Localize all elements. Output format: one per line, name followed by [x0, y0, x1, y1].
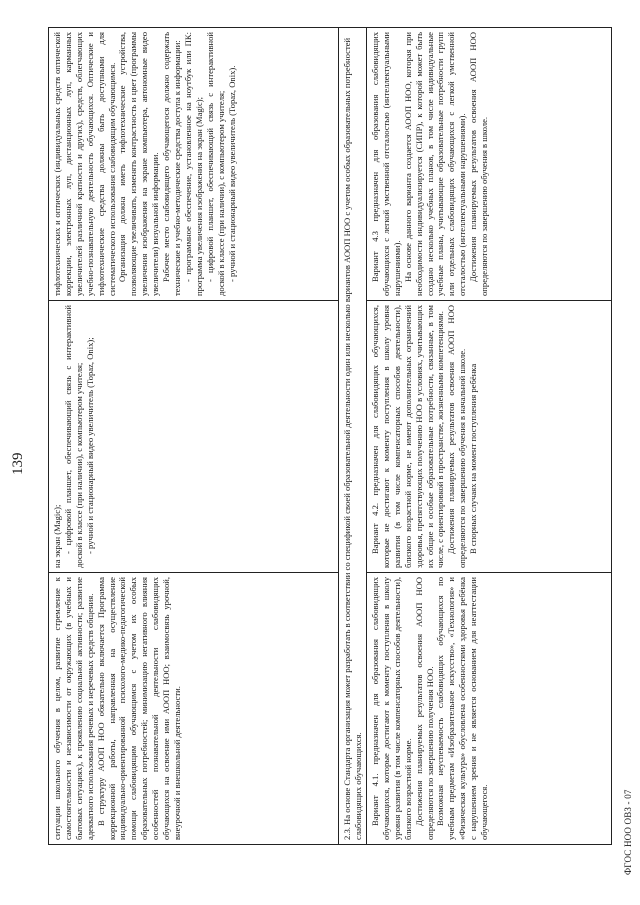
cell-variant-4-3 — [367, 28, 611, 300]
paragraph: Вариант 4.2. предназначен для слабовидящих обучающихся, которые не достигают к моменту поступления в школу уровня развития (в том числе компенсаторных способов деятельности), близкого возрастной норме, не имеют дополнительных ограничений здоровья, препятствующих получению НОО в условиях, учитывающих их общие и особые образовательные потребности, связанные, в том числе, с ориентировкой в пространстве, жизненными компетенциями. — [370, 305, 446, 568]
paragraph: Вариант 4.1. предназначен для образования слабовидящих обучающихся, которые достигают к моменту поступления в школу уровня развития (в том числе компенсаторных способов деятельности), близкого возрастной норме. — [370, 577, 413, 840]
paragraph: ситуации школьного обучения в целом, развитие стремление к самостоятельности и независимости от окружающих (в учебных и бытовых ситуациях), к проявлению социальной активности; развитие адекватного использования речевых и неречевых средств общения. — [52, 577, 95, 840]
paragraph: Достижения планируемых результатов освоения АООП НОО определяются по завершению обучения в начальной школе. — [446, 305, 468, 568]
paragraph: - цифровой планшет, обеспечивающий связь с интерактивной доской в классе (при наличии), с компьютером учителя; — [62, 305, 84, 568]
cell-top-col3 — [49, 28, 338, 300]
paragraph: В спорных случаях на момент поступления ребёнка — [468, 363, 479, 554]
table-row-bottom — [367, 28, 611, 844]
paragraph: - ручной и стационарный видео увеличитель (Topaz, Onix); — [84, 337, 95, 554]
cell-top-col1 — [49, 572, 338, 844]
paragraph: Организация должна иметь тифлотехнические устройства, позволяющие увеличивать, изменять контрастность и цвет (программы увеличения изображения на экране компьютера, автономные видео увеличители) визуальной информации. — [117, 32, 161, 296]
paragraph: Вариант 4.3 предназначен для образования слабовидящих обучающихся с легкой умственной отсталостью (интеллектуальными нарушениями). — [370, 32, 402, 296]
paragraph: - программное обеспечение, установленное на ноутбук или ПК: программа увеличения изображения на экран (Magic); — [182, 32, 204, 296]
standards-table — [48, 27, 612, 845]
paragraph: - цифровой планшет, обеспечивающий связь с интерактивной доской в классе (при наличии), с компьютером учителя; — [204, 32, 226, 296]
paragraph: - ручной и стационарный видео увеличитель (Topaz, Onix). — [226, 65, 237, 282]
paragraph: В структуру АООП НОО обязательно включается Программа коррекционной работы, направленная на осуществление индивидуально-ориентированной психолого-медико-педагогической помощи слабовидящим обучающимся с учетом их особых образовательных потребностей; минимизацию негативного влияния особенностей познавательной деятельности слабовидящих обучающихся на освоение ими АООП НОО; взаимосвязь урочной, внеурочной и внешкольной деятельности. — [95, 577, 182, 840]
section-heading-row: 2.3. На основе Стандарта организация может разработать в соответствии со спецификой своей образовательной деятельности один или несколько вариантов АООП НОО с учетом особых образовательных потребностей слабовидящих обучающихся. — [339, 28, 367, 844]
paragraph: тифлотехнических и оптических (индивидуальных средств оптической коррекции, электронных луп, дистанционных луп, карманных увеличителей различной кратности и других), средств, облегчающих учебно-познавательную деятельность обучающихся. Оптические и тифлотехнические средства должны быть доступными для систематического использования слабовидящим обучающимся. — [52, 32, 117, 296]
cell-variant-4-2 — [367, 300, 611, 572]
table-row-top — [49, 28, 339, 844]
page-number: 139 — [10, 452, 26, 475]
paragraph: На основе данного варианта создается АООП НОО, которая при необходимости индивидуализируется (СИПР), к которой может быть создано несколько учебных планов, в том числе индивидуальные учебные планы, учитывающие образовательные потребности групп или отдельных слабовидящих обучающихся с легкой умственной отсталостью (интеллектуальными нарушениями). — [402, 32, 468, 296]
cell-top-col2 — [49, 300, 338, 572]
paragraph: Возможная неуспеваемость слабовидящих обучающихся по учебным предметам «Изобразительное искусство», «Технология» и «Физическая культура» обусловлена особенностями здоровья ребёнка с нарушением зрения и не является основанием для неаттестации обучающегося. — [435, 577, 490, 840]
paragraph: Достижения планируемых результатов освоения АООП НОО определяются по завершению обучения в школе. — [468, 32, 490, 296]
paragraph: на экран (Magic); — [52, 504, 62, 568]
cell-variant-4-1 — [367, 572, 611, 844]
footer-label: ФГОС НОО ОВЗ - 07 — [623, 789, 633, 875]
paragraph: Достижения планируемых результатов освоения АООП НОО определяются по завершению получения НОО. — [413, 577, 435, 840]
paragraph: Рабочее место слабовидящего обучающегося должно содержать технические и учебно-методические средства доступа к информации: — [161, 32, 182, 296]
